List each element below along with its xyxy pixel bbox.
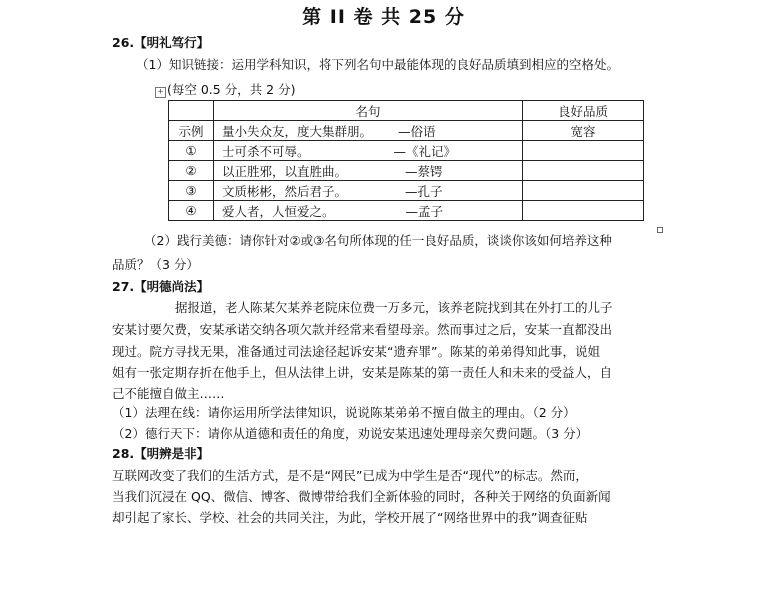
table-row bbox=[169, 121, 644, 141]
row-quote-cell bbox=[214, 201, 523, 221]
row-quote: 爱人者，人恒爱之。 bbox=[222, 203, 335, 219]
row-source: —孔子 bbox=[405, 183, 443, 199]
table-header-quote: 名句 bbox=[214, 101, 523, 121]
row-label: ① bbox=[169, 141, 214, 161]
row-quality-blank[interactable] bbox=[523, 161, 644, 181]
q27-para-line: 安某讨要欠费，安某承诺交纳各项欠款并经常来看望母亲。然而事过之后，安某一直都没出 bbox=[112, 322, 613, 337]
row-quote-cell bbox=[214, 141, 523, 161]
q26-score-note: (每空 0.5 分，共 2 分) bbox=[167, 82, 296, 97]
table-resize-handle-icon[interactable] bbox=[657, 227, 663, 233]
row-label: ④ bbox=[169, 201, 214, 221]
q26-part2-line1: （2）践行美德：请你针对②或③名句所体现的任一良好品质，谈谈你该如何培养这种 bbox=[144, 233, 612, 248]
row-quality-blank[interactable] bbox=[523, 201, 644, 221]
row-quote-cell bbox=[214, 161, 523, 181]
q27-part1: （1）法理在线：请你运用所学法律知识，说说陈某弟弟不擅自做主的理由。（2 分） bbox=[112, 405, 576, 420]
row-label: ② bbox=[169, 161, 214, 181]
table-header-blank bbox=[169, 101, 214, 121]
q28-heading: 28.【明辨是非】 bbox=[112, 446, 210, 461]
section-title: 第 II 卷 共 25 分 bbox=[302, 6, 465, 28]
row-label: ③ bbox=[169, 181, 214, 201]
q27-heading: 27.【明德尚法】 bbox=[112, 279, 210, 294]
table-move-handle-icon[interactable]: + bbox=[155, 87, 166, 98]
q26-part2-line2: 品质？（3 分） bbox=[112, 257, 199, 272]
q27-part2: （2）德行天下：请你从道德和责任的角度，劝说安某迅速处理母亲欠费问题。（3 分） bbox=[112, 426, 589, 441]
row-quote-cell bbox=[214, 181, 523, 201]
q28-para-line: 当我们沉浸在 QQ、微信、博客、微博带给我们全新体验的同时，各种关于网络的负面新闻 bbox=[112, 489, 611, 504]
row-quote-cell bbox=[214, 121, 523, 141]
row-source: —俗语 bbox=[398, 123, 436, 139]
row-quote: 士可杀不可辱。 bbox=[222, 143, 310, 159]
row-quality-blank[interactable] bbox=[523, 181, 644, 201]
q28-para-line: 却引起了家长、学校、社会的共同关注，为此，学校开展了“网络世界中的我”调查征贴 bbox=[112, 510, 588, 525]
q27-para-line: 现过。院方寻找无果，准备通过司法途径起诉安某“遗弃罪”。陈某的弟弟得知此事，说姐 bbox=[112, 344, 600, 359]
table-header-row bbox=[169, 101, 644, 121]
row-quality-blank[interactable] bbox=[523, 141, 644, 161]
row-source: —孟子 bbox=[405, 203, 444, 219]
q26-part1: （1）知识链接：运用学科知识，将下列名句中最能体现的良好品质填到相应的空格处。 bbox=[136, 57, 619, 72]
row-quote: 量小失众友，度大集群朋。 bbox=[222, 123, 373, 139]
row-quote: 以正胜邪，以直胜曲。 bbox=[222, 163, 348, 179]
q27-para-line: 姐有一张定期存折在他手上，但从法律上讲，安某是陈某的第一责任人和未来的受益人，自 bbox=[112, 365, 613, 380]
table-row bbox=[169, 141, 644, 161]
row-label: 示例 bbox=[169, 121, 214, 141]
table-row bbox=[169, 161, 644, 181]
table-row bbox=[169, 201, 644, 221]
q28-para-line: 互联网改变了我们的生活方式，是不是“网民”已成为中学生是否“现代”的标志。然而， bbox=[112, 468, 588, 483]
q26-heading: 26.【明礼笃行】 bbox=[112, 35, 210, 50]
row-quality: 宽容 bbox=[523, 121, 644, 141]
table-header-quality: 良好品质 bbox=[523, 101, 644, 121]
row-source: —《礼记》 bbox=[393, 143, 457, 159]
quotes-table bbox=[168, 100, 644, 221]
row-quote: 文质彬彬，然后君子。 bbox=[222, 183, 348, 199]
q27-para-line: 据报道，老人陈某欠某养老院床位费一万多元，该养老院找到其在外打工的儿子 bbox=[175, 300, 613, 315]
row-source: —蔡锷 bbox=[405, 163, 443, 179]
table-row bbox=[169, 181, 644, 201]
q27-para-line: 己不能擅自做主…… bbox=[112, 386, 225, 401]
